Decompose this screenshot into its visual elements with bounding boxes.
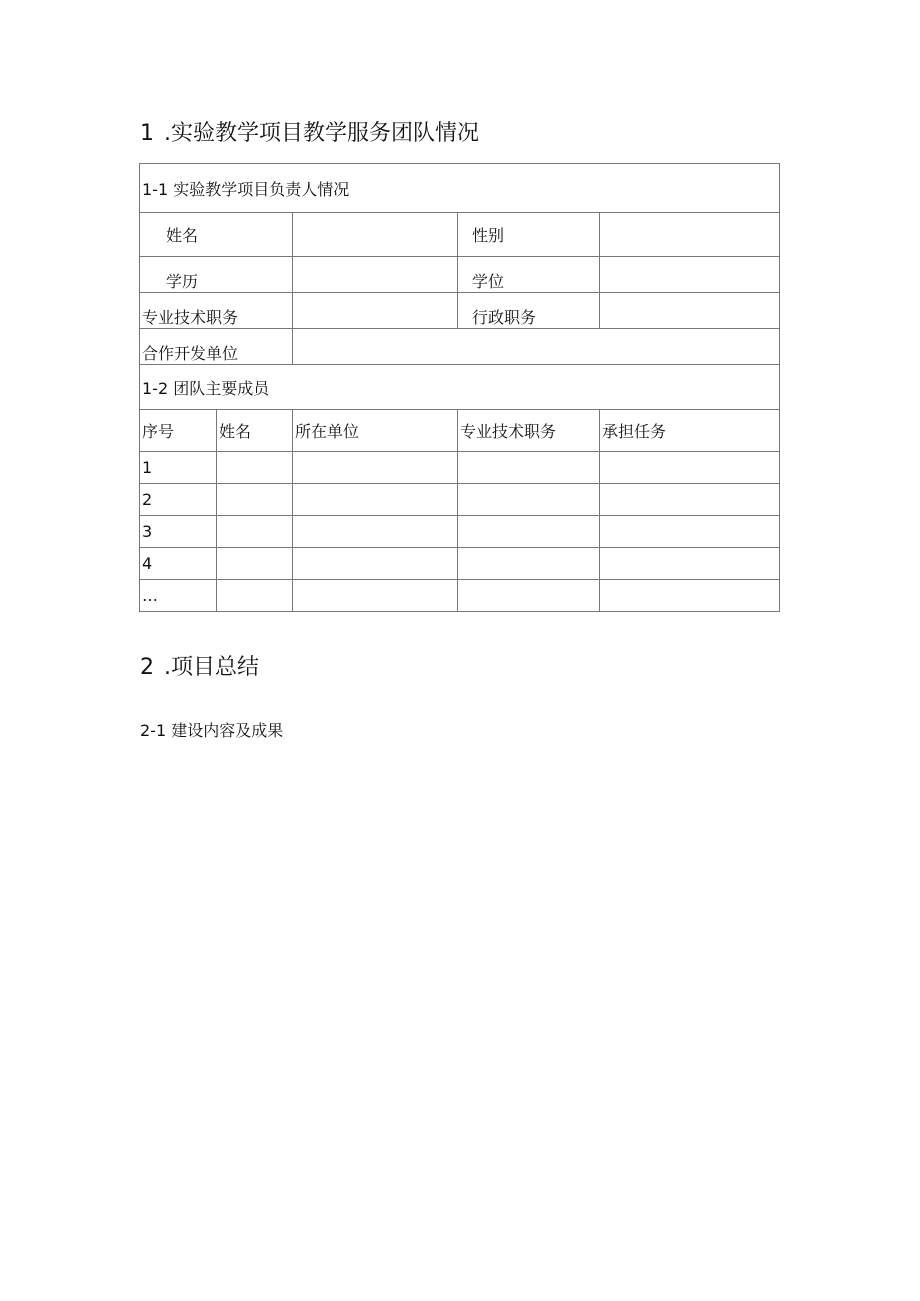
- table-cell: [600, 484, 780, 516]
- table-cell: [217, 548, 293, 580]
- value-name: [293, 213, 458, 257]
- label-partner: 合作开发单位: [140, 329, 293, 365]
- team-header-name: 姓名: [217, 410, 293, 452]
- table-cell: [293, 548, 458, 580]
- table-cell: [600, 580, 780, 612]
- table-row: [140, 580, 780, 612]
- section-1-title: .实验教学项目教学服务团队情况: [164, 121, 479, 146]
- table-cell: [217, 484, 293, 516]
- table-row: [140, 484, 780, 516]
- table-row: [140, 548, 780, 580]
- label-gender: 性别: [458, 213, 600, 257]
- label-name: 姓名: [140, 213, 293, 257]
- team-caption: 1-2 团队主要成员: [140, 365, 780, 410]
- table-cell: [458, 484, 600, 516]
- table-cell: [458, 516, 600, 548]
- table-cell: [217, 516, 293, 548]
- team-header-unit: 所在单位: [293, 410, 458, 452]
- row-index: 1: [140, 452, 217, 484]
- label-education: 学历: [140, 257, 293, 293]
- table-cell: [293, 516, 458, 548]
- section-2-title: .项目总结: [164, 655, 259, 680]
- team-header-tech-title: 专业技术职务: [458, 410, 600, 452]
- value-partner: [293, 329, 780, 365]
- table-cell: [458, 548, 600, 580]
- table-cell: [458, 580, 600, 612]
- row-index: 2: [140, 484, 217, 516]
- table-cell: [600, 548, 780, 580]
- table-cell: [217, 452, 293, 484]
- section-2-subheading: 2-1 建设内容及成果: [140, 721, 284, 740]
- table-cell: [293, 452, 458, 484]
- value-gender: [600, 213, 780, 257]
- row-index: 3: [140, 516, 217, 548]
- table-cell: [458, 452, 600, 484]
- table-cell: [217, 580, 293, 612]
- row-index: 4: [140, 548, 217, 580]
- value-tech-title: [293, 293, 458, 329]
- table-cell: [293, 580, 458, 612]
- value-degree: [600, 257, 780, 293]
- table-row: [140, 516, 780, 548]
- row-index: …: [140, 580, 217, 612]
- table-cell: [293, 484, 458, 516]
- value-admin-title: [600, 293, 780, 329]
- section-2-heading: [140, 654, 259, 682]
- section-1-heading: [140, 120, 479, 148]
- team-header-index: 序号: [140, 410, 217, 452]
- section-2-number: 2: [140, 655, 154, 680]
- table-cell: [600, 452, 780, 484]
- section-1-number: 1: [140, 121, 154, 146]
- label-tech-title: 专业技术职务: [140, 293, 293, 329]
- team-info-table: [139, 163, 780, 612]
- team-header-task: 承担任务: [600, 410, 780, 452]
- leader-caption: 1-1 实验教学项目负责人情况: [140, 164, 780, 213]
- table-row: [140, 452, 780, 484]
- label-admin-title: 行政职务: [458, 293, 600, 329]
- table-cell: [600, 516, 780, 548]
- label-degree: 学位: [458, 257, 600, 293]
- value-education: [293, 257, 458, 293]
